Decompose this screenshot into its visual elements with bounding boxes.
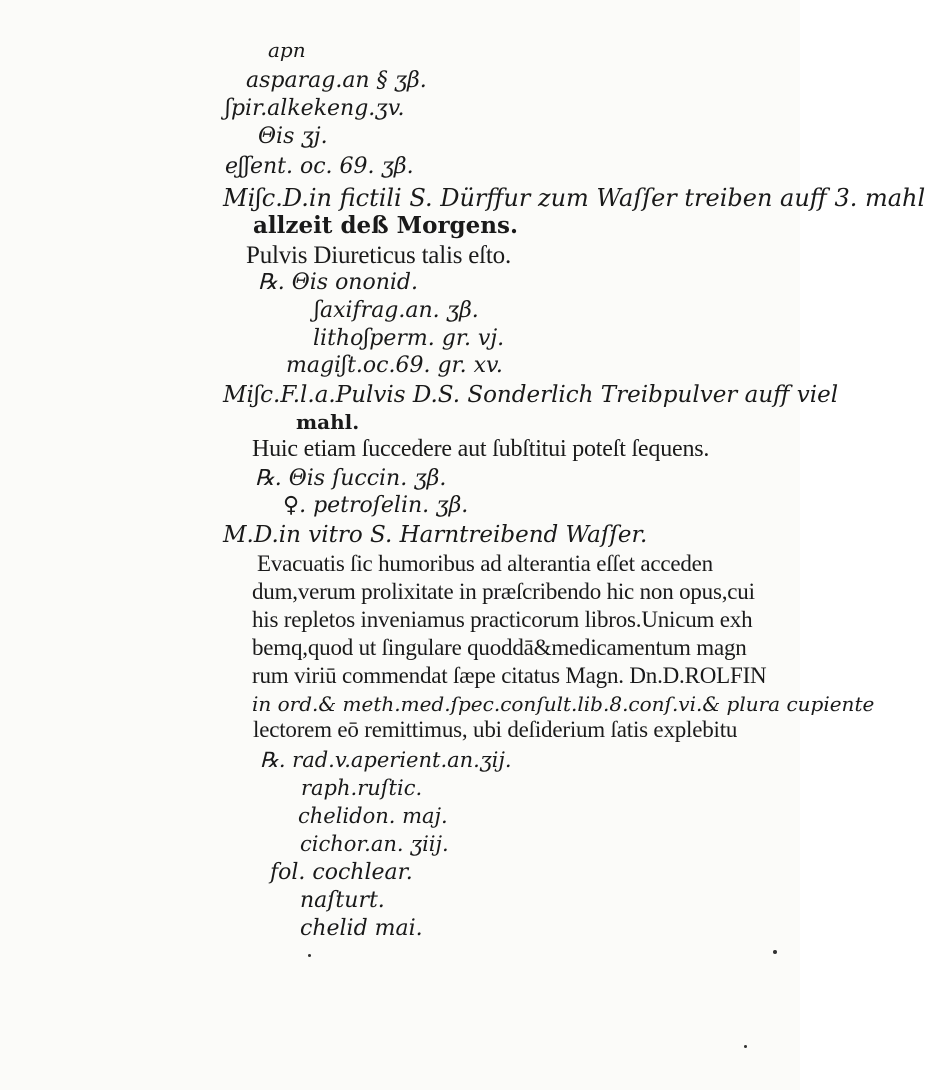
text-line-7: allzeit deß Morgens. bbox=[253, 212, 518, 239]
text-line-26: ℞. rad.v.aperient.an.ʒij. bbox=[260, 748, 512, 772]
text-line-3: ʃpir.alkekeng.ʒv. bbox=[225, 96, 405, 121]
text-line-17: ♀. petroſelin. ʒβ. bbox=[283, 493, 469, 518]
text-line-1: apn bbox=[268, 38, 306, 62]
text-line-18: M.D.in vitro S. Harntreibend Waſſer. bbox=[223, 522, 648, 548]
text-line-27: raph.ruſtic. bbox=[301, 776, 423, 800]
text-line-20: dum,verum prolixitate in præſcribendo hic non opus,cui bbox=[252, 579, 755, 604]
text-line-12: magiʃt.oc.69. gr. xv. bbox=[286, 353, 503, 378]
text-line-2: asparag.an § ʒβ. bbox=[246, 68, 427, 93]
line-6-text: Miʃc.D.in fictili S. Dürffur zum Waſſer treiben auff 3. mahl bbox=[223, 184, 925, 212]
text-line-23: rum viriū commendat ſæpe citatus Magn. Dn.D.ROLFIN bbox=[252, 663, 767, 688]
text-line-32: chelid mai. bbox=[300, 916, 423, 941]
text-line-14: mahl. bbox=[296, 410, 360, 434]
text-line-25: lectorem eō remittimus, ubi deſiderium ſatis explebitu bbox=[253, 717, 738, 742]
text-line-8: Pulvis Diureticus talis eſto. bbox=[246, 242, 512, 269]
text-line-30: fol. cochlear. bbox=[270, 860, 413, 885]
text-line-15: Huic etiam ſuccedere aut ſubſtitui poteſt ſequens. bbox=[252, 436, 710, 462]
text-line-19: Evacuatis ſic humoribus ad alterantia eſſet acceden bbox=[257, 551, 713, 576]
ink-speck bbox=[308, 954, 311, 957]
ink-speck bbox=[744, 1045, 747, 1048]
text-line-13: Miʃc.F.l.a.Pulvis D.S. Sonderlich Treibpulver auff viel bbox=[223, 382, 839, 408]
text-line-31: naſturt. bbox=[300, 888, 385, 913]
text-line-11: lithoʃperm. gr. vj. bbox=[313, 326, 505, 351]
text-line-10: ʃaxifrag.an. ʒβ. bbox=[314, 298, 479, 323]
text-line-21: his repletos inveniamus practicorum libros.Unicum exh bbox=[252, 607, 753, 632]
text-line-22: bemq,quod ut ſingulare quoddā&medicamentum magn bbox=[252, 635, 747, 660]
text-line-4: Θis ʒj. bbox=[258, 124, 328, 149]
text-line-6 bbox=[223, 186, 925, 210]
ink-speck bbox=[773, 950, 777, 954]
text-line-5: eʃʃent. oc. 69. ʒβ. bbox=[225, 154, 414, 179]
text-line-9: ℞. Θis ononid. bbox=[258, 270, 419, 295]
text-line-29: cichor.an. ʒiij. bbox=[300, 832, 449, 856]
text-line-16: ℞. Θis ſuccin. ʒβ. bbox=[255, 466, 447, 491]
text-line-24: in ord.& meth.med.ſpec.conſult.lib.8.conſ.vi.& plura cupiente bbox=[252, 692, 875, 716]
text-line-28: chelidon. maj. bbox=[298, 804, 448, 828]
